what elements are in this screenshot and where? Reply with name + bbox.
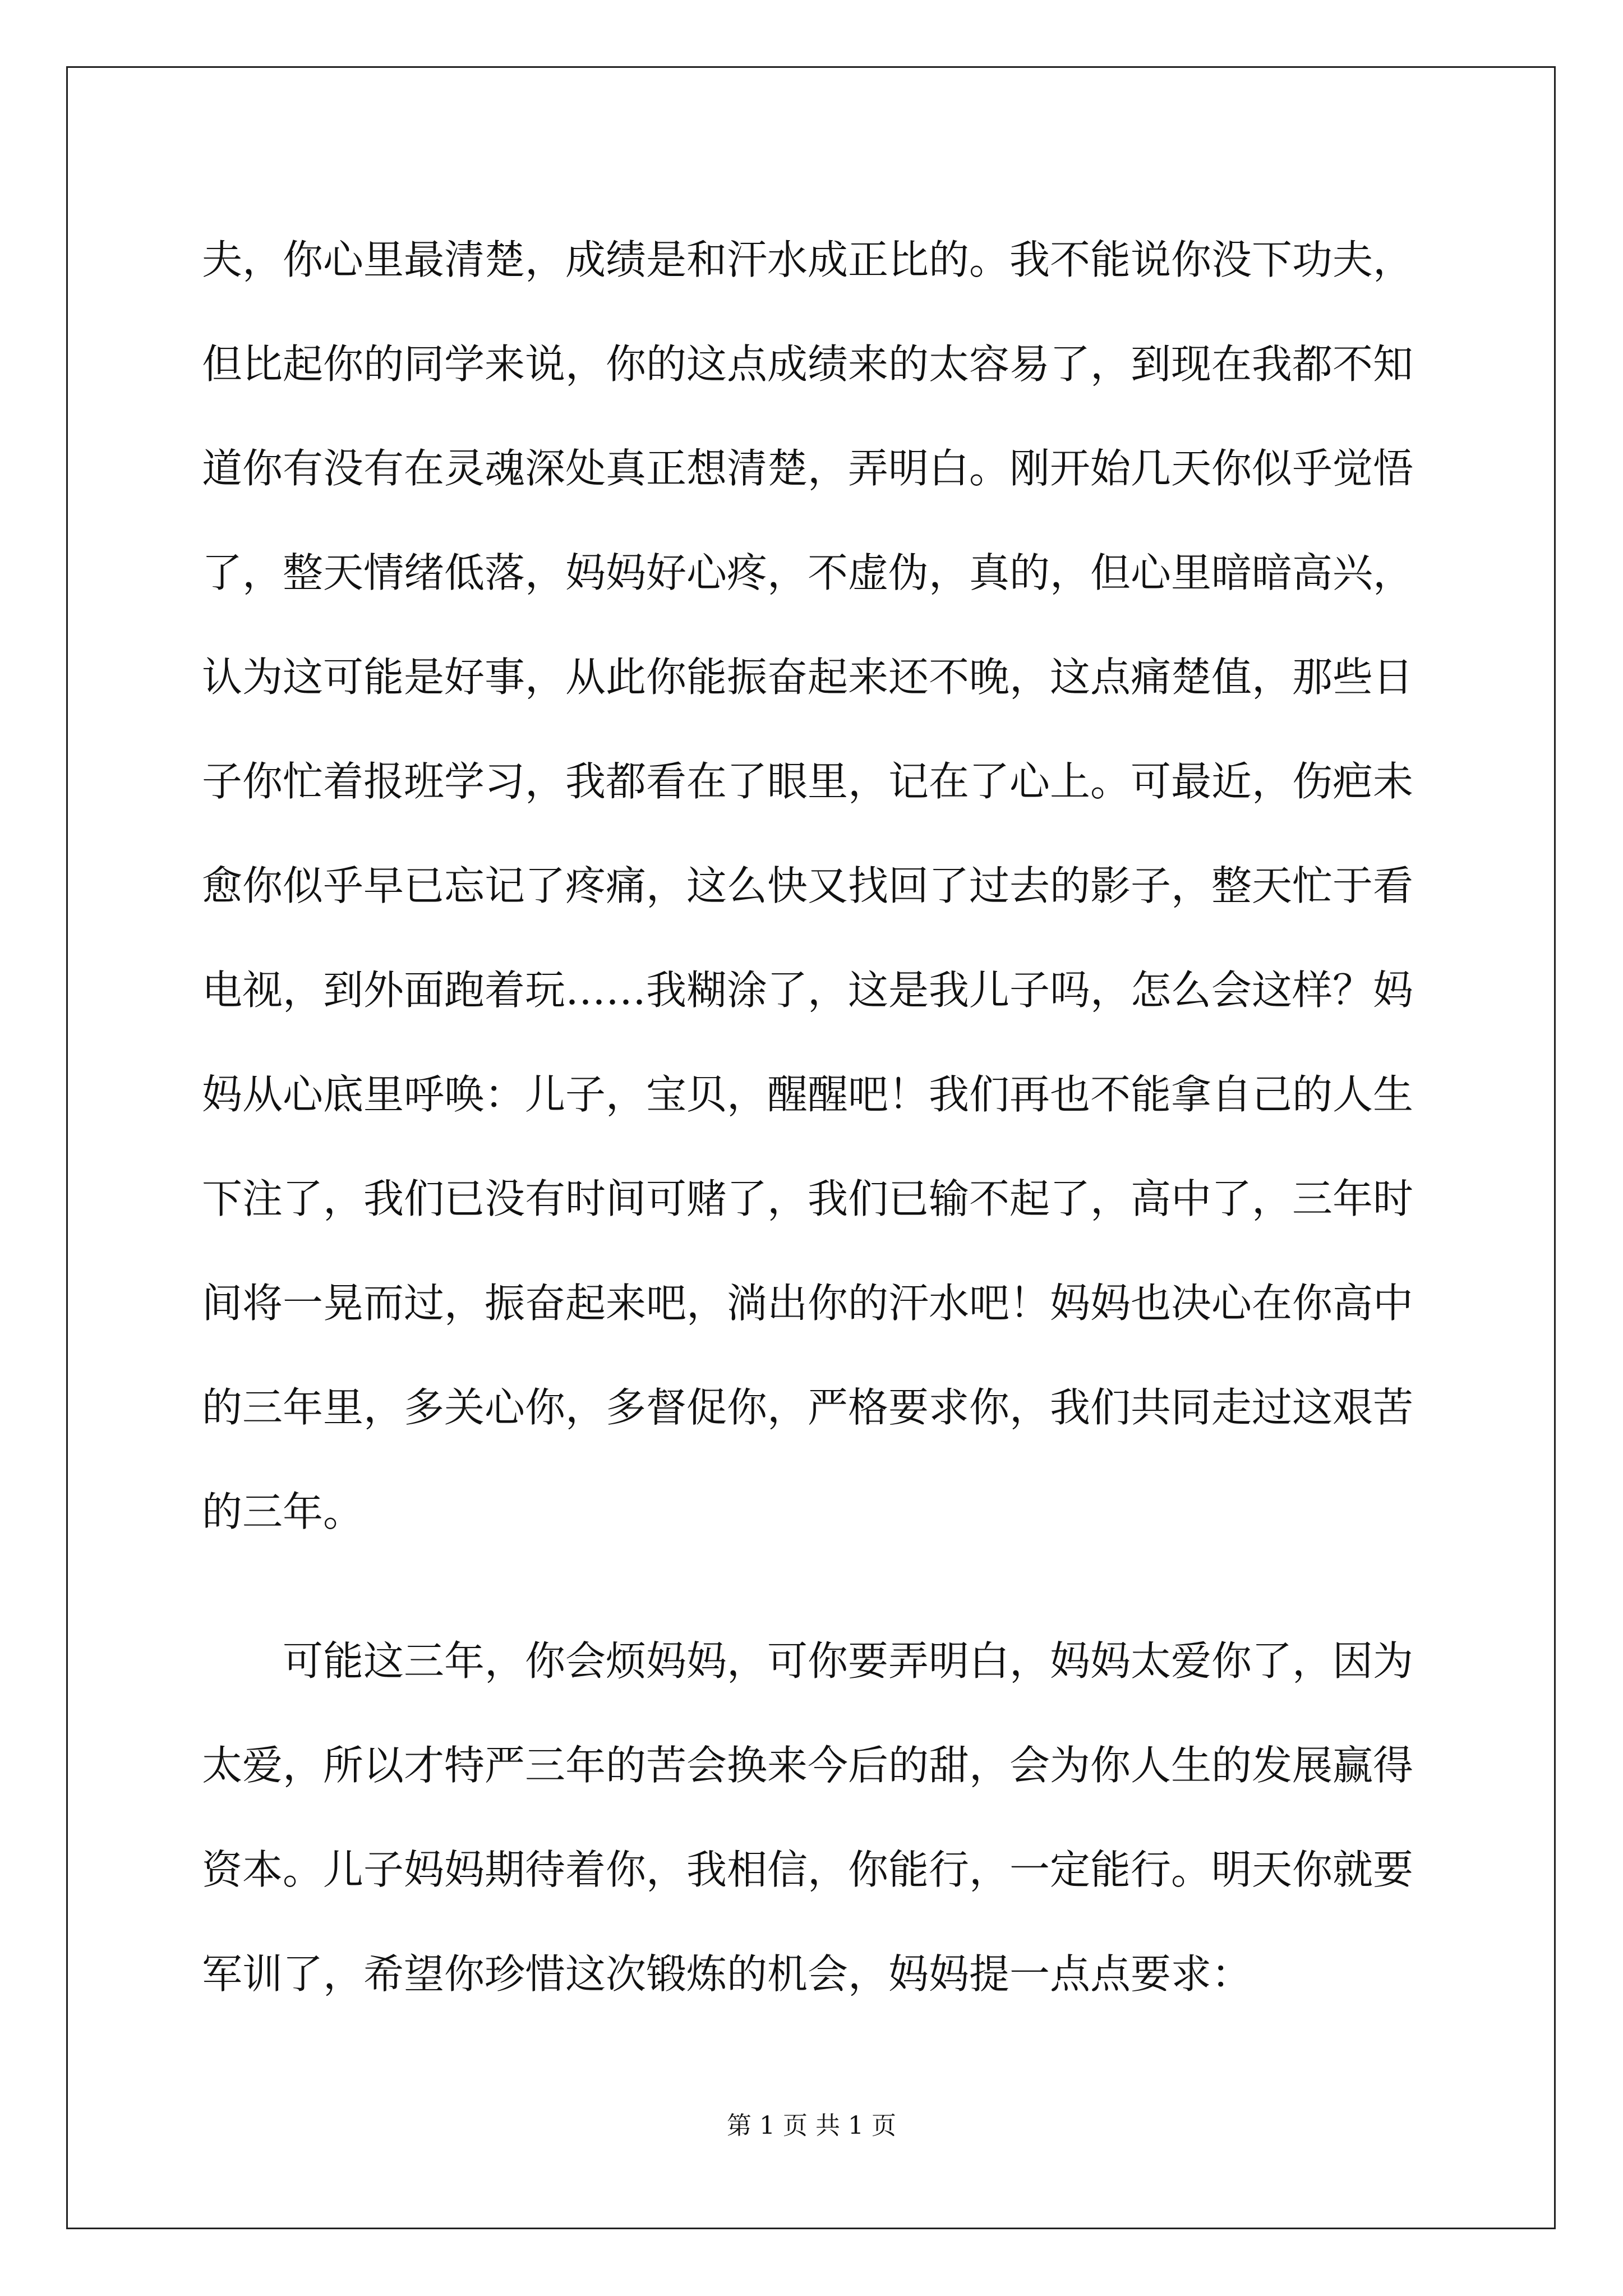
text-line: 军训了，希望你珍惜这次锻炼的机会，妈妈提一点点要求： bbox=[202, 1950, 1252, 1998]
text-line: 下注了，我们已没有时间可赌了，我们已输不起了，高中了，三年时 bbox=[202, 1175, 1414, 1222]
text-line: 子你忙着报班学习，我都看在了眼里，记在了心上。可最近，伤疤未 bbox=[202, 758, 1414, 805]
document-body bbox=[202, 208, 1436, 2026]
page-number-label: 第 1 页 共 1 页 bbox=[727, 2111, 896, 2140]
text-line: 认为这可能是好事，从此你能振奋起来还不晚，这点痛楚值，那些日 bbox=[202, 654, 1414, 701]
text-line: 资本。儿子妈妈期待着你，我相信，你能行，一定能行。明天你就要 bbox=[202, 1846, 1414, 1893]
text-line: 太爱，所以才特严三年的苦会换来今后的甜，会为你人生的发展赢得 bbox=[202, 1742, 1414, 1789]
text-line: 间将一晃而过，振奋起来吧，淌出你的汗水吧！妈妈也决心在你高中 bbox=[202, 1280, 1414, 1327]
text-line: 的三年。 bbox=[202, 1488, 364, 1535]
paragraph-gap bbox=[202, 1564, 1436, 1609]
text-line: 愈你似乎早已忘记了疼痛，这么快又找回了过去的影子，整天忙于看 bbox=[202, 862, 1414, 909]
text-line: 了，整天情绪低落，妈妈好心疼，不虚伪，真的，但心里暗暗高兴， bbox=[202, 549, 1414, 596]
text-line: 可能这三年，你会烦妈妈，可你要弄明白，妈妈太爱你了，因为 bbox=[283, 1637, 1414, 1685]
text-line: 但比起你的同学来说，你的这点成绩来的太容易了，到现在我都不知 bbox=[202, 341, 1414, 388]
text-line: 电视，到外面跑着玩……我糊涂了，这是我儿子吗，怎么会这样？妈 bbox=[202, 967, 1414, 1014]
text-line: 妈从心底里呼唤：儿子，宝贝，醒醒吧！我们再也不能拿自己的人生 bbox=[202, 1071, 1414, 1118]
page-footer bbox=[0, 2109, 1623, 2143]
text-line: 道你有没有在灵魂深处真正想清楚，弄明白。刚开始几天你似乎觉悟 bbox=[202, 445, 1414, 492]
text-line: 的三年里，多关心你，多督促你，严格要求你，我们共同走过这艰苦 bbox=[202, 1384, 1414, 1431]
text-line: 夫，你心里最清楚，成绩是和汗水成正比的。我不能说你没下功夫， bbox=[202, 236, 1414, 283]
